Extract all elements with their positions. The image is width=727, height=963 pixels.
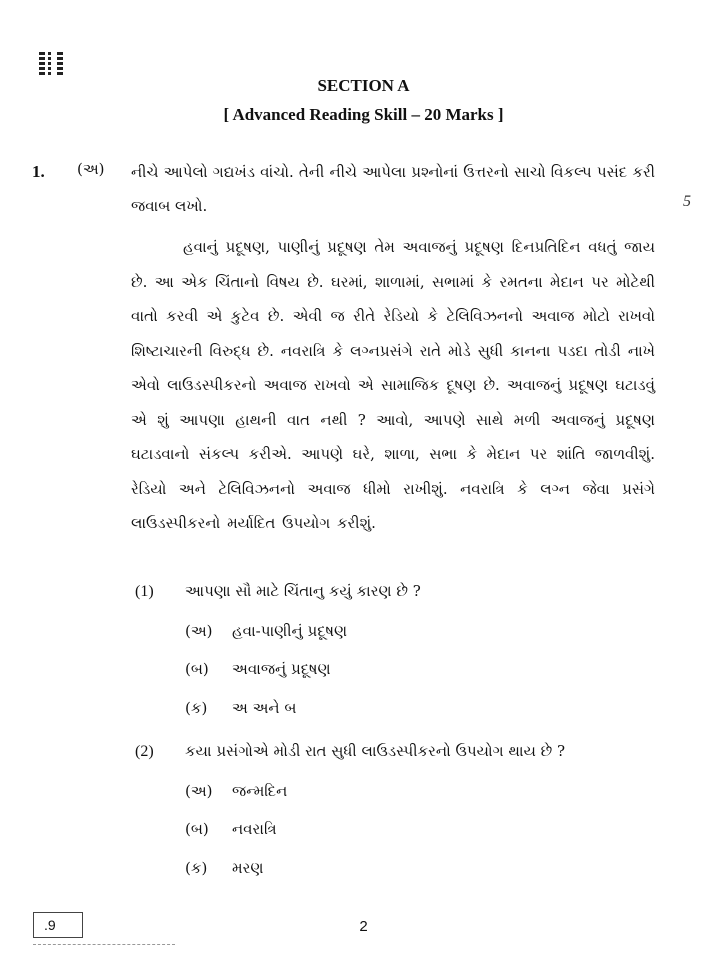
question-sub-label: (અ) <box>77 160 105 178</box>
option-text: અ અને બ <box>232 699 297 717</box>
question-instruction: નીચે આપેલો ગદ્યખંડ વાંચો. તેની નીચે આપેલા પ્રશ્નોનાં ઉત્તરનો સાચો વિકલ્પ પસંદ કરી જવાબ લખો. <box>131 163 655 215</box>
option-text: અવાજનું પ્રદૂષણ <box>232 660 331 678</box>
footer-divider <box>33 944 175 945</box>
subquestion-text: કયા પ્રસંગોએ મોડી રાત સુધી લાઉડસ્પીકરનો ઉપયોગ થાય છે ? <box>185 742 566 760</box>
marks-label: 5 <box>683 193 691 210</box>
qr-code-icon <box>39 51 63 75</box>
question-number: 1. <box>32 162 45 181</box>
section-subtitle: [ Advanced Reading Skill – 20 Marks ] <box>223 105 504 124</box>
option-text: જન્મદિન <box>232 782 288 800</box>
option-text: નવરાત્રિ <box>232 820 277 838</box>
option-label: (બ) <box>185 820 209 838</box>
section-title: SECTION A <box>317 76 410 95</box>
reading-passage: હવાનું પ્રદૂષણ, પાણીનું પ્રદૂષણ તેમ અવાજનું પ્રદૂષણ દિનપ્રતિદિન વધતું જાય છે. આ એક ચિંતાનો વિષય છે. ઘરમાં, શાળામાં, સભામાં કે રમતના મેદાન પર મોટેથી વાતો કરવી એ કુટેવ છે. એવી જ રીતે રેડિયો કે ટેલિવિઝનનો અવાજ મોટો રાખવો શિષ્ટાચારની વિરુદ્ધ છે. નવરાત્રિ કે લગ્નપ્રસંગે રાતે મોડે સુધી કાનના પડદા તોડી નાખે એવો લાઉડસ્પીકરનો અવાજ રાખવો એ સામાજિક દૂષણ છે. અવાજનું પ્રદૂષણ ઘટાડવું એ શું આપણા હાથની વાત નથી ? આવો, આપણે સાથે મળી અવાજનું પ્રદૂષણ ઘટાડવાનો સંકલ્પ કરીએ. આપણે ઘરે, શાળા, સભા કે મેદાન પર શાંતિ જાળવીશું. રેડિયો અને ટેલિવિઝનનો અવાજ ધીમો રાખીશું. નવરાત્રિ કે લગ્ન જેવા પ્રસંગે લાઉડસ્પીકરનો મર્યાદિત ઉપયોગ કરીશું. <box>131 238 655 532</box>
option-label: (અ) <box>185 782 213 800</box>
option-label: (બ) <box>185 660 209 678</box>
option-text: મરણ <box>232 859 264 877</box>
option-text: હવા-પાણીનું પ્રદૂષણ <box>232 622 348 640</box>
option-label: (અ) <box>185 622 213 640</box>
subquestion-text: આપણા સૌ માટે ચિંતાનુ કયું કારણ છે ? <box>185 582 421 600</box>
subquestion-number: (2) <box>135 743 154 760</box>
page-number: 2 <box>359 918 368 935</box>
option-label: (ક) <box>185 859 208 877</box>
paper-code-box: .9 <box>33 912 83 938</box>
option-label: (ક) <box>185 699 208 717</box>
subquestion-number: (1) <box>135 583 154 600</box>
